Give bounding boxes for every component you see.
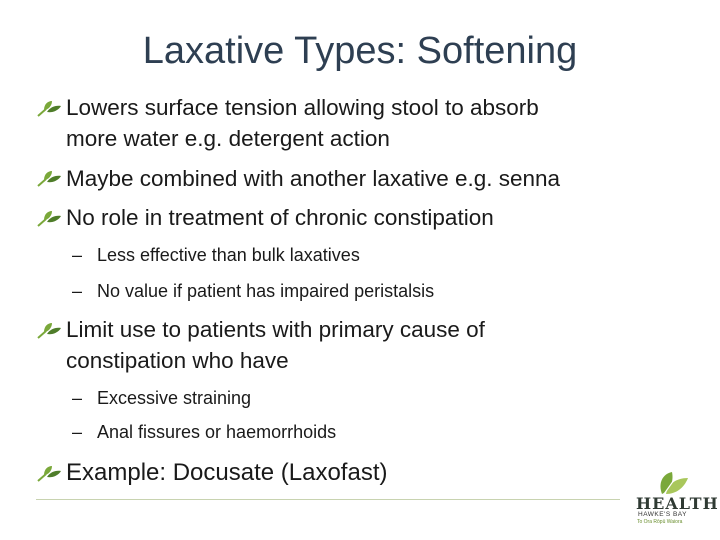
leaf-bullet-icon	[36, 170, 62, 188]
sub-bullet-dash: –	[72, 422, 83, 442]
leaf-logo-icon	[656, 470, 690, 496]
leaf-bullet-icon	[36, 322, 62, 340]
health-hawkes-bay-logo	[634, 470, 719, 528]
bullet-1-line-1: Lowers surface tension allowing stool to absorb	[66, 95, 539, 120]
bullet-4-line-2: constipation who have	[66, 348, 289, 373]
bullet-1-line-2: more water e.g. detergent action	[66, 126, 390, 151]
bullet-5-line-1: Example: Docusate (Laxofast)	[66, 459, 388, 486]
logo-subtitle: HAWKE'S BAY	[638, 511, 688, 518]
sub-bullet-dash: –	[72, 388, 83, 408]
bullet-3-line-1: No role in treatment of chronic constipation	[66, 205, 494, 230]
sub-bullet-dash: –	[72, 245, 83, 265]
footer-divider	[36, 499, 620, 500]
leaf-bullet-icon	[36, 100, 62, 118]
sub-bullet-3-1: Less effective than bulk laxatives	[97, 245, 360, 265]
sub-bullet-dash: –	[72, 281, 83, 301]
logo-tagline: To Ora Rōpū Waiora	[637, 519, 683, 525]
slide-title: Laxative Types: Softening	[142, 30, 578, 72]
bullet-4-line-1: Limit use to patients with primary cause of	[66, 317, 485, 342]
sub-bullet-4-1: Excessive straining	[97, 388, 252, 408]
sub-bullet-3-2: No value if patient has impaired peristalsis	[97, 281, 435, 301]
sub-bullet-4-2: Anal fissures or haemorrhoids	[97, 422, 337, 442]
leaf-bullet-icon	[36, 465, 62, 483]
bullet-2-line-1: Maybe combined with another laxative e.g. senna	[66, 166, 561, 191]
leaf-bullet-icon	[36, 210, 62, 228]
logo-title: HEALTH	[636, 494, 719, 513]
